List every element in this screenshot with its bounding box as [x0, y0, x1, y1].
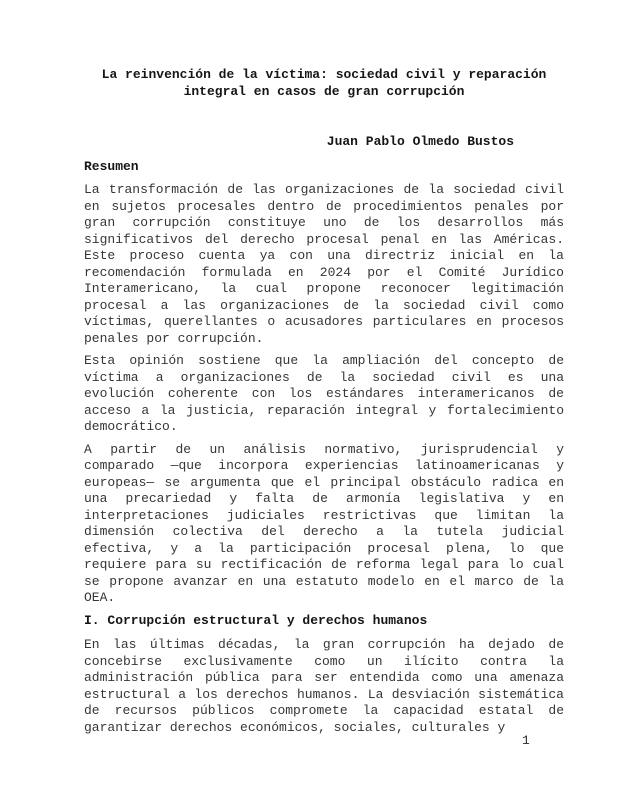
abstract-paragraph-2: Esta opinión sostiene que la ampliación del concepto de víctima a organizaciones de la sociedad civil es una evolución coherente con los estándares interamericanos de acceso a la justicia, reparación integral y fortalecimiento democrático. — [84, 353, 564, 434]
abstract-paragraph-3: A partir de un análisis normativo, jurisprudencial y comparado —que incorpora experiencias latinoamericanas y europeas— se argumenta que el principal obstáculo radica en una precariedad y falta de armonía legislativa y en interpretaciones judiciales restrictivas que limitan la dimensión colectiva del derecho a la tutela judicial efectiva, y a la participación procesal plena, lo que requiere para su rectificación de reforma legal para lo cual se propone avanzar en una estatuto modelo en el marco de la OEA. — [84, 441, 564, 605]
author-byline: Juan Pablo Olmedo Bustos — [326, 134, 514, 149]
page-number: 1 — [522, 733, 530, 748]
abstract-paragraph-1: La transformación de las organizaciones de la sociedad civil en sujetos procesales dentro de procedimientos penales por gran corrupción constituye uno de los desarrollos más significativos del derecho procesal penal en las Américas. Este proceso cuenta ya con una directriz inicial en la recomendación formulada en 2024 por el Comité Jurídico Interamericano, la cual propone reconocer legitimación procesal a las organizaciones de la sociedad civil como víctimas, querellantes o acusadores particulares en procesos penales por corrupción. — [84, 182, 564, 346]
abstract-heading: Resumen — [84, 158, 139, 174]
section-heading-corrupcion-estructural: I. Corrupción estructural y derechos humanos — [84, 612, 428, 628]
page-title: La reinvención de la víctima: sociedad civil y reparación integral en casos de gran corrupción — [101, 67, 547, 99]
body-paragraph-1: En las últimas décadas, la gran corrupción ha dejado de concebirse exclusivamente como un ilícito contra la administración pública para ser entendida como una amenaza estructural a los derechos humanos. La desviación sistemática de recursos públicos compromete la capacidad estatal de garantizar derechos económicos, sociales, culturales y — [84, 637, 564, 735]
